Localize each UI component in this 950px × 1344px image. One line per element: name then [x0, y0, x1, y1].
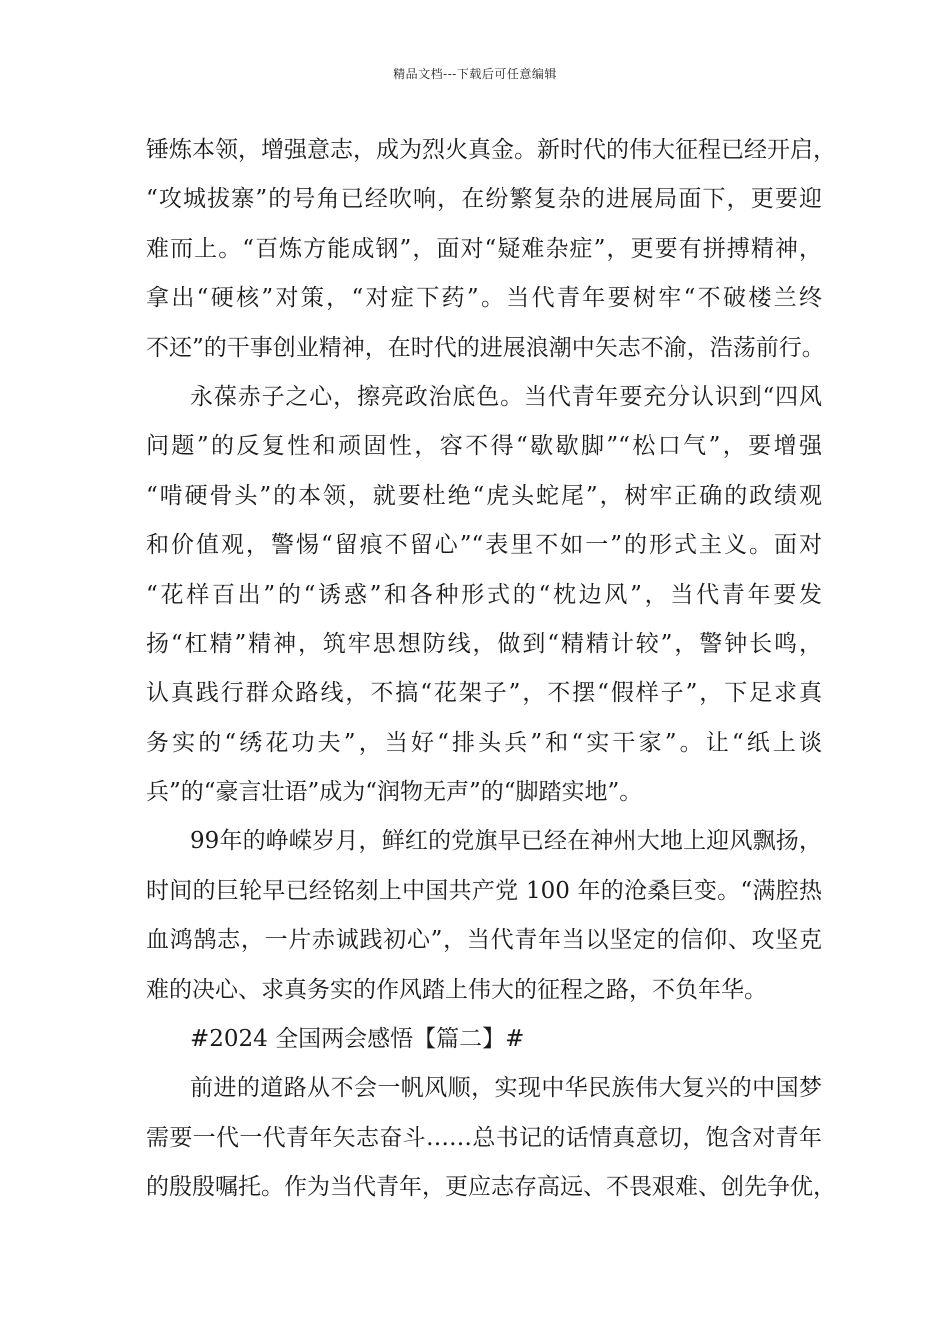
text-line: 锤炼本领，增强意志，成为烈火真金。新时代的伟大征程已经开启，: [146, 137, 836, 163]
text-line: “攻城拔寨”的号角已经吹响，在纷繁复杂的进展局面下，更要迎: [146, 186, 822, 213]
text-line: 扬“杠精”精神，筑牢思想防线，做到“精精计较”，警钟长鸣，: [146, 630, 822, 657]
text-line: 和价值观，警惕“留痕不留心”“表里不如一”的形式主义。面对: [146, 532, 822, 559]
text-line: 问题”的反复性和顽固性，容不得“歇歇脚”“松口气”，要增强: [146, 433, 822, 460]
text-line: 兵”的“豪言壮语”成为“润物无声”的“脚踏实地”。: [146, 779, 643, 806]
text-line: 不还”的干事创业精神，在时代的进展浪潮中矢志不渝，浩荡前行。: [146, 334, 825, 361]
text-line: 血鸿鹄志，一片赤诚践初心”，当代青年当以坚定的信仰、攻坚克: [146, 927, 822, 954]
text-line: 永葆赤子之心，擦亮政治底色。当代青年要充分认识到“四风: [190, 383, 822, 410]
section-heading: #2024 全国两会感悟【篇二】#: [190, 1026, 525, 1053]
text-line: 前进的道路从不会一帆风顺，实现中华民族伟大复兴的中国梦: [190, 1075, 822, 1102]
text-line: 难而上。“百炼方能成钢”，面对“疑难杂症”，更要有拼搏精神，: [146, 235, 822, 262]
text-line: 认真践行群众路线，不搞“花架子”，不摆“假样子”，下足求真: [146, 680, 822, 707]
text-line: 拿出“硬核”对策，“对症下药”。当代青年要树牢“不破楼兰终: [146, 285, 822, 312]
text-line: 时间的巨轮早已经铭刻上中国共产党 100 年的沧桑巨变。“满腔热: [146, 877, 822, 904]
text-line: 的殷殷嘱托。作为当代青年，更应志存高远、不畏艰难、创先争优，: [146, 1174, 836, 1201]
document-body: [146, 126, 836, 1213]
text-line: 务实的“绣花功夫”，当好“排头兵”和“实干家”。让“纸上谈: [146, 729, 822, 756]
text-line: 难的决心、求真务实的作风踏上伟大的征程之路，不负年华。: [146, 976, 767, 1003]
text-line: “啃硬骨头”的本领，就要杜绝“虎头蛇尾”，树牢正确的政绩观: [146, 482, 822, 509]
text-line: 99年的峥嵘岁月，鲜红的党旗早已经在神州大地上迎风飘扬，: [190, 828, 822, 855]
text-line: 需要一代一代青年矢志奋斗……总书记的话情真意切，饱含对青年: [146, 1124, 822, 1151]
page-header: 精品文档---下载后可任意编辑: [393, 67, 557, 81]
text-line: “花样百出”的“诱惑”和各种形式的“枕边风”，当代青年要发: [146, 581, 822, 608]
